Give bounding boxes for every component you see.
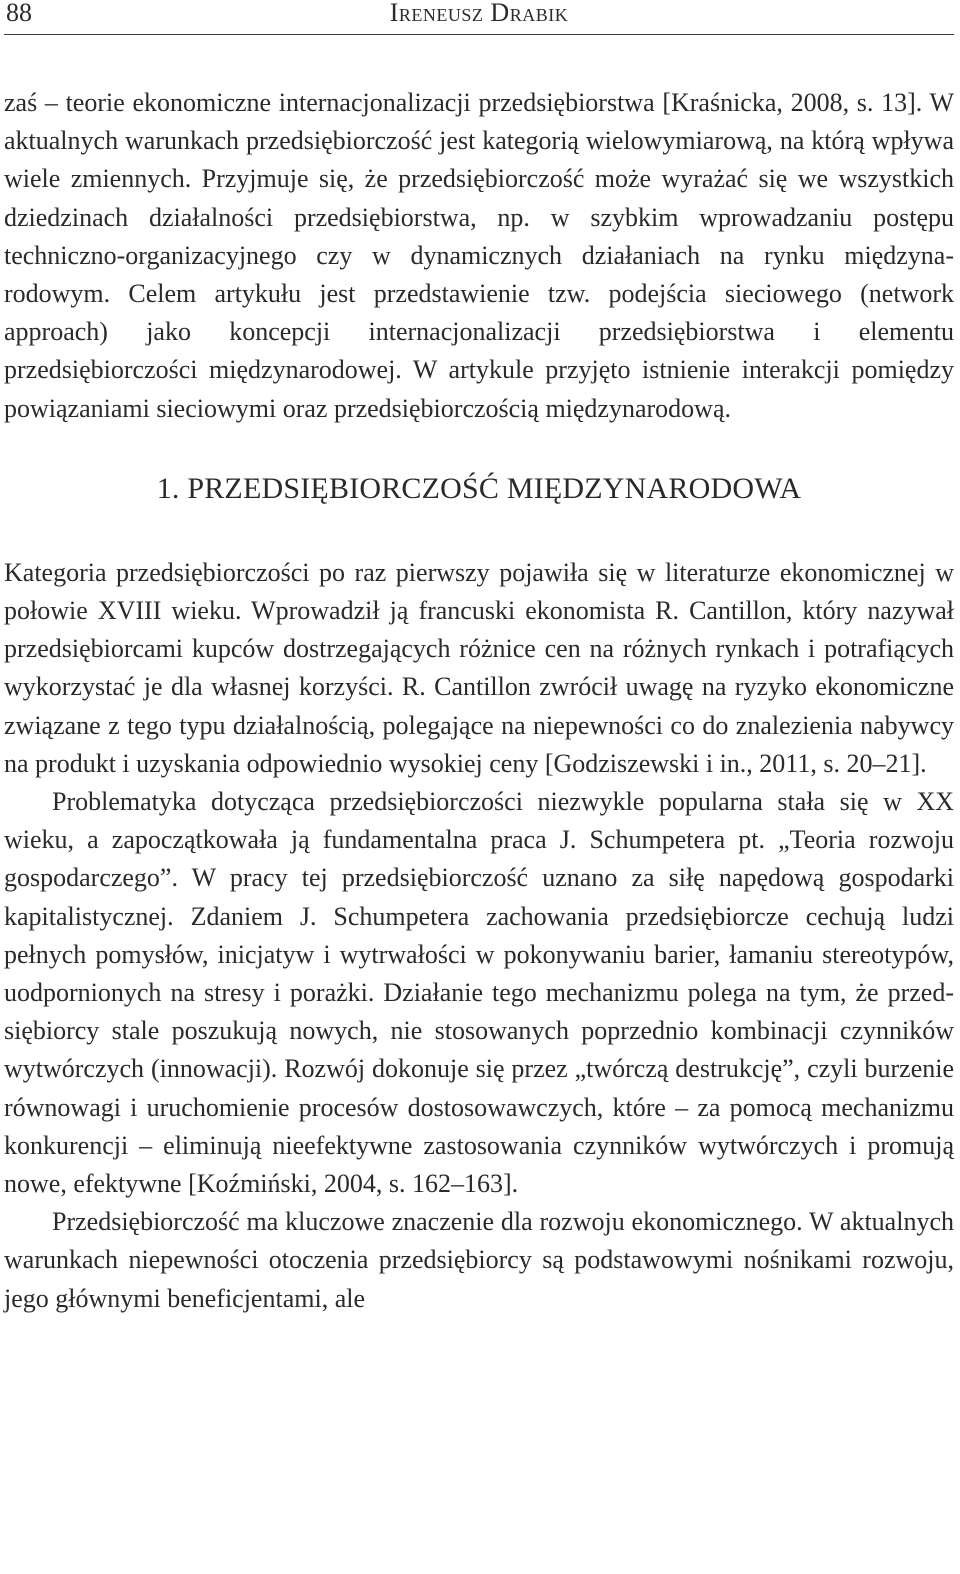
paragraph-schumpeter: Problematyka dotycząca przedsiębiorczości niezwykle popularna stała się w XX wieku, a zapoczątkowała ją fundamentalna praca J. Schumpetera pt. „Teoria rozwoju gospodarczego”. W pracy tej przedsiębiorczość uznano za siłę napędową gospodarki kapitalistycznej. Zdaniem J. Schumpetera zachowania przedsiębiorcze cechują ludzi pełnych pomysłów, inicjatyw i wytrwałości w pokonywaniu barier, łamaniu stereotypów, uodpornionych na stresy i porażki. Działanie tego mechanizmu polega na tym, że przedsiębiorcy stale poszukują nowych, nie stosowanych poprzednio kombinacji czynników wytwórczych (innowacji). Rozwój dokonuje się przez „twórczą destrukcję”, czyli burzenie równowagi i uruchomienie procesów dostosowawczych, które – za pomocą mechanizmu konkurencji – eliminują nieefektywne zastosowania czynników wytwórczych i promują nowe, efektywne [Koźmiński, 2004, s. 162–163]. xyxy=(4,787,954,1199)
document-page xyxy=(4,0,954,1318)
paragraph-economic-development: Przedsiębiorczość ma kluczowe znaczenie dla rozwoju ekonomicznego. W aktualnych warunkach niepewności otoczenia przedsiębiorcy są podstawowymi nośnikami rozwoju, jego głównymi beneficjentami, ale xyxy=(4,1207,954,1313)
running-header xyxy=(4,0,954,35)
paragraph-cantillon: Kategoria przedsiębiorczości po raz pierwszy pojawiła się w literaturze ekonomicznej w połowie XVIII wieku. Wprowadził ją francuski ekonomista R. Cantillon, który nazywał przedsiębiorcami kupców dostrzegających różnice cen na różnych rynkach i potrafiących wykorzystać je dla własnej korzyści. R. Cantillon zwrócił uwagę na ryzyko ekonomiczne związane z tego typu działalnością, polegające na niepewności co do znalezienia nabywcy na produkt i uzyskania odpowiednio wysokiej ceny [Godziszewski i in., 2011, s. 20–21]. xyxy=(4,557,954,778)
running-author: Ireneusz Drabik xyxy=(389,0,569,27)
paragraph-intro: zaś – teorie ekonomiczne internacjonalizacji przedsiębiorstwa [Kraśnicka, 2008, s. 13]. W aktualnych warunkach przedsiębiorczość jest kategorią wielowymiarową, na którą wpływa wiele zmiennych. Przyjmuje się, że przedsiębiorczość może wyrażać się we wszystkich dziedzinach działalności przedsiębiorstwa, np. w szybkim wprowadzaniu postępu techniczno-organizacyjnego czy w dynamicznych działaniach na rynku międzynarodowym. Celem artykułu jest przedstawienie tzw. podejścia sieciowego (network approach) jako koncepcji internacjonalizacji przedsiębiorstwa i elementu przedsiębiorczości międzynarodowej. W artykule przyjęto istnienie interakcji pomiędzy powiązaniami sieciowymi oraz przedsiębiorczością międzynarodową. xyxy=(4,88,954,423)
section-heading: 1. PRZEDSIĘBIORCZOŚĆ MIĘDZYNARODOWA xyxy=(156,471,802,505)
page-number: 88 xyxy=(6,0,32,27)
